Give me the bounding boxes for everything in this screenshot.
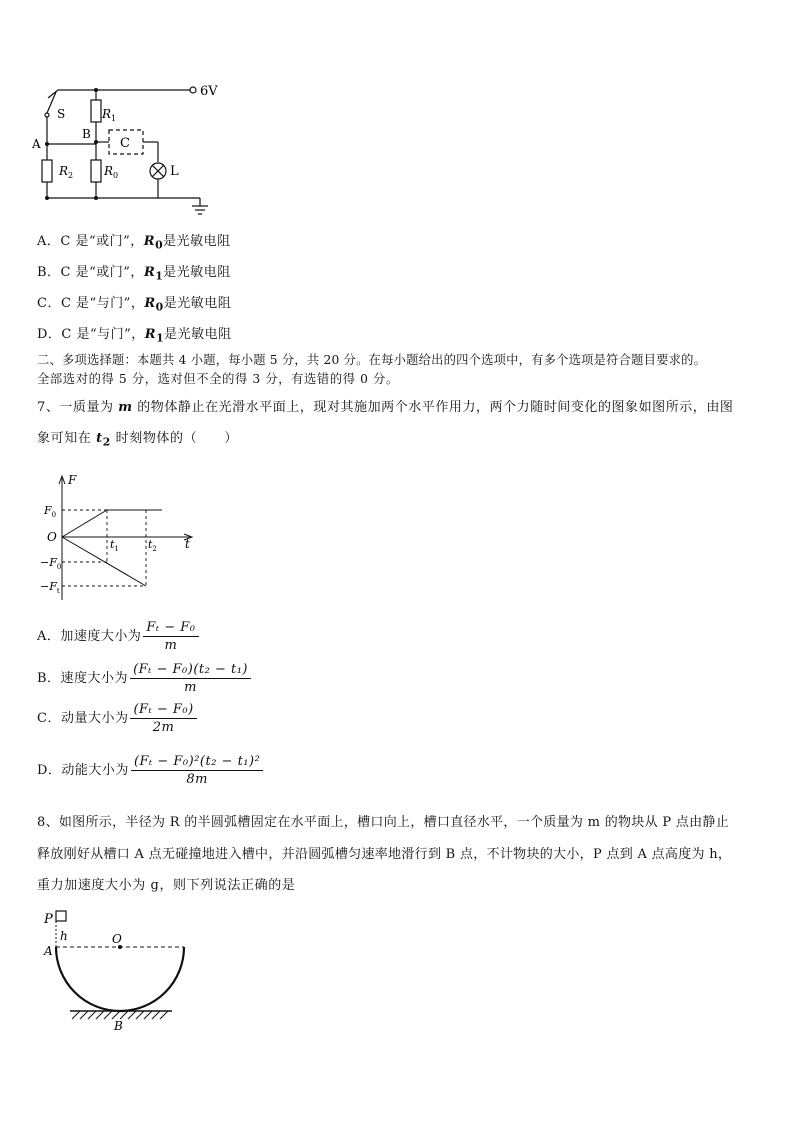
graph-f-axis-label: F <box>68 473 77 487</box>
q7-line2-a: 象可知在 <box>37 431 97 446</box>
q7-option-a-fraction <box>143 620 198 653</box>
graph-origin-label: O <box>47 530 57 544</box>
graph-neg-f0-sub: 0 <box>56 563 62 571</box>
q7-mass-symbol: m <box>118 400 133 415</box>
q8-label-o: O <box>112 932 122 946</box>
q7-option-c-numerator: (Fₜ − F₀) <box>130 702 196 719</box>
svg-text:F0 <box>43 504 56 519</box>
q6-option-a-suffix: 是光敏电阻 <box>163 234 231 249</box>
circuit-label-r2-sub: 2 <box>68 171 74 180</box>
q6-option-a-sym: R <box>143 234 156 249</box>
q7-option-d-numerator: (Fₜ − F₀)²(t₂ − t₁)² <box>131 754 263 771</box>
q8-label-p: P <box>44 912 53 927</box>
q6-option-a-sub: 0 <box>155 238 164 252</box>
q6-option-c-prefix: C．C 是“与门”， <box>37 296 145 311</box>
circuit-label-b: B <box>82 127 91 141</box>
q8-label-a: A <box>44 944 53 958</box>
circuit-label-r0-sub: 0 <box>113 171 119 180</box>
q8-line1: 8、如图所示，半径为 R 的半圆弧槽固定在水平面上，槽口向上，槽口直径水平，一个质量为 m 的物块从 P 点由静止 <box>37 815 730 830</box>
graph-neg-ft-label: −F <box>40 580 57 593</box>
q6-option-c-suffix: 是光敏电阻 <box>163 296 232 311</box>
q7-option-d <box>37 754 263 787</box>
q6-option-b-sub: 1 <box>155 269 164 283</box>
q8-groove-figure <box>38 905 228 1035</box>
q6-option-c-sym: R <box>144 296 156 311</box>
circuit-label-l: L <box>170 164 179 179</box>
q7-option-b-label: B．速度大小为 <box>37 671 129 686</box>
q7-line2-b: 时刻物体的（ ） <box>110 431 239 446</box>
q7-option-d-fraction <box>131 754 263 787</box>
circuit-label-r1-sub: 1 <box>111 114 117 123</box>
q7-line2 <box>37 427 238 449</box>
q8-line2: 释放刚好从槽口 A 点无碰撞地进入槽中，并沿圆弧槽匀速率地滑行到 B 点，不计物块的大小，P 点到 A 点高度为 h， <box>37 847 732 862</box>
q8-label-b: B <box>114 1019 123 1033</box>
svg-text:−Ft <box>40 580 60 595</box>
q7-force-time-graph <box>42 470 202 605</box>
q8-line3: 重力加速度大小为 g，则下列说法正确的是 <box>37 878 296 893</box>
q7-option-b-numerator: (Fₜ − F₀)(t₂ − t₁) <box>130 662 251 679</box>
q7-option-d-label: D．动能大小为 <box>37 763 129 778</box>
q6-option-b-suffix: 是光敏电阻 <box>163 265 231 280</box>
q7-option-c-denominator: 2m <box>152 720 175 735</box>
q6-option-a-prefix: A．C 是“或门”， <box>37 234 144 249</box>
circuit-label-r0: R <box>104 164 114 178</box>
q8-label-h: h <box>60 929 68 943</box>
q6-option-b-sym: R <box>143 265 156 280</box>
q7-line1-a: 7、一质量为 <box>37 400 119 415</box>
q7-option-a-denominator: m <box>164 638 178 653</box>
graph-f0-sub: 0 <box>51 511 57 519</box>
graph-t-axis-label: t <box>185 537 190 551</box>
q7-option-a-label: A．加速度大小为 <box>37 629 142 644</box>
circuit-label-r1: R <box>102 107 112 121</box>
q7-option-c <box>37 702 197 735</box>
q7-option-c-label: C．动量大小为 <box>37 711 129 726</box>
svg-text:t1 <box>110 538 119 553</box>
q7-line1 <box>37 396 733 415</box>
q7-option-a-numerator: Fₜ − F₀ <box>143 620 198 637</box>
svg-text:R1 <box>101 107 116 123</box>
graph-t2-sub: 2 <box>152 545 157 553</box>
svg-text:−F0 <box>40 556 61 571</box>
q6-option-d-suffix: 是光敏电阻 <box>164 327 232 342</box>
q6-option-d <box>37 323 232 345</box>
circuit-label-a: A <box>32 137 41 151</box>
q7-option-a <box>37 620 199 653</box>
q7-line1-b: 的物体静止在光滑水平面上，现对其施加两个水平作用力，两个力随时间变化的图象如图所示，由图 <box>132 400 734 415</box>
circuit-label-c: C <box>120 136 130 151</box>
svg-text:R0 <box>103 164 118 180</box>
q6-option-d-sub: 1 <box>156 331 165 345</box>
q7-time-sub: 2 <box>102 435 111 449</box>
section2-line1: 二、多项选择题：本题共 4 小题，每小题 5 分，共 20 分。在每小题给出的四个选项中，有多个选项是符合题目要求的。 <box>37 353 707 367</box>
graph-neg-f0-label: −F <box>40 556 57 569</box>
q6-option-b-prefix: B．C 是“或门”， <box>37 265 144 280</box>
q7-option-b <box>37 662 251 695</box>
circuit-label-s: S <box>57 107 66 121</box>
svg-text:R2 <box>58 164 73 180</box>
graph-neg-ft-sub: t <box>56 587 60 595</box>
circuit-label-r2: R <box>59 164 69 178</box>
graph-t1-sub: 1 <box>114 545 119 553</box>
circuit-diagram <box>30 78 230 223</box>
q6-option-c-sub: 0 <box>155 300 164 314</box>
graph-t1-label: t <box>110 538 115 551</box>
q6-option-d-sym: R <box>144 327 157 342</box>
graph-t2-label: t <box>148 538 153 551</box>
q6-option-a <box>37 230 231 252</box>
q7-option-b-fraction <box>130 662 251 695</box>
q6-option-d-prefix: D．C 是“与门”， <box>37 327 145 342</box>
q7-option-b-denominator: m <box>184 680 197 695</box>
q7-option-c-fraction <box>130 702 196 735</box>
svg-text:t2 <box>148 538 157 553</box>
q6-option-c <box>37 292 231 314</box>
q6-option-b <box>37 261 231 283</box>
q7-option-d-denominator: 8m <box>186 772 208 787</box>
circuit-label-6v: 6V <box>200 84 218 99</box>
q7-time-symbol: t <box>96 431 103 446</box>
section2-line2: 全部选对的得 5 分，选对但不全的得 3 分，有选错的得 0 分。 <box>37 372 399 386</box>
graph-f0-label: F <box>44 504 52 517</box>
